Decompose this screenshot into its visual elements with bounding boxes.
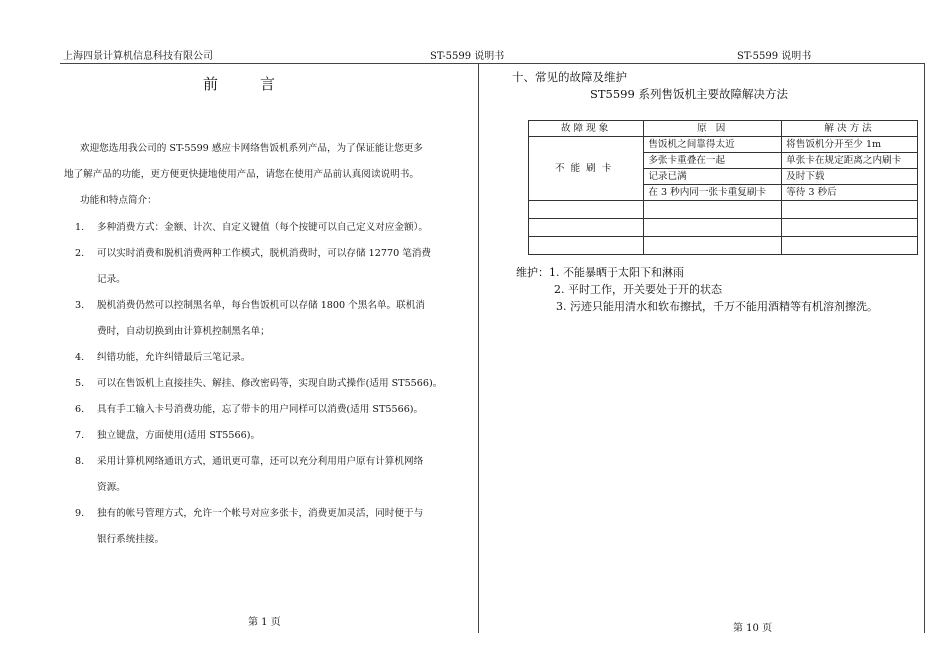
feature-number: 7.: [75, 430, 85, 441]
empty-row: [529, 201, 918, 219]
solution-cell: 等待 3 秒后: [782, 185, 918, 201]
feature-text-line: 多种消费方式：金额、计次、自定义键值（每个按键可以自己定义对应金额）。: [97, 222, 428, 233]
feature-text-line: 具有手工输入卡号消费功能，忘了带卡的用户同样可以消费(适用 ST5566)。: [97, 404, 424, 415]
fault-table: [528, 120, 918, 255]
feature-text-line: 费时，自动切换到由计算机控制黑名单；: [97, 326, 270, 337]
header-symptom: 故障现象: [529, 121, 644, 137]
page-number-right: 第 10 页: [733, 623, 773, 634]
cause-cell: 记录已满: [644, 169, 782, 185]
table-row: [529, 137, 918, 153]
table-title: ST5599 系列售饭机主要故障解决方法: [590, 87, 788, 101]
table-header-row: [529, 121, 918, 137]
feature-text-line: 资源。: [97, 482, 126, 493]
intro-line: 欢迎您选用我公司的 ST-5599 感应卡网络售饭机系列产品，为了保证能让您更多: [80, 143, 423, 154]
header-rule-left: [60, 63, 478, 64]
feature-number: 2.: [75, 248, 85, 259]
feature-text-line: 可以在售饭机上直接挂失、解挂、修改密码等，实现自助式操作(适用 ST5566)。: [97, 378, 443, 389]
feature-number: 5.: [75, 378, 85, 389]
cause-cell: 售饭机之间靠得太近: [644, 137, 782, 153]
cause-cell: 多张卡重叠在一起: [644, 153, 782, 169]
feature-text: [97, 449, 469, 501]
header-doc-left: ST-5599 说明书: [430, 51, 505, 62]
title-char-2: 言: [260, 75, 276, 93]
intro-paragraph: [64, 136, 444, 214]
header-solution: 解决方法: [782, 121, 918, 137]
feature-text: [97, 397, 469, 423]
title-char-1: 前: [202, 75, 218, 93]
empty-row: [529, 219, 918, 237]
feature-text: [97, 371, 469, 397]
section-title: 十、常见的故障及维护: [512, 70, 627, 84]
page-title-foreword: [0, 73, 478, 94]
feature-text-line: 独立键盘，方面使用(适用 ST5566)。: [97, 430, 261, 441]
feature-text: [97, 501, 469, 553]
header-rule-right: [478, 63, 924, 64]
solution-cell: 单张卡在规定距离之内刷卡: [782, 153, 918, 169]
intro-line: 地了解产品的功能，更方便更快捷地使用产品，请您在使用产品前认真阅读说明书。: [64, 169, 419, 180]
feature-text-line: 独有的帐号管理方式，允许一个帐号对应多张卡，消费更加灵活，同时便于与: [97, 508, 424, 519]
feature-text: [97, 345, 469, 371]
feature-text-line: 采用计算机网络通讯方式，通讯更可靠，还可以充分利用用户原有计算机网络: [97, 456, 424, 467]
solution-cell: 及时下载: [782, 169, 918, 185]
symptom-cell: 不能刷卡: [529, 137, 644, 201]
right-page-border: [924, 63, 925, 633]
feature-number: 8.: [75, 456, 85, 467]
feature-text: [97, 241, 469, 293]
solution-cell: 将售饭机分开至少 1m: [782, 137, 918, 153]
maintenance-line-3: 3. 污迹只能用清水和软布擦拭，千万不能用酒精等有机溶剂擦洗。: [556, 300, 878, 313]
feature-text: [97, 423, 469, 449]
feature-text: [97, 215, 469, 241]
features-heading: 功能和特点简介：: [80, 195, 157, 206]
feature-text: [97, 293, 469, 345]
feature-text-line: 纠错功能，允许纠错最后三笔记录。: [97, 352, 251, 363]
header-cause: 原 因: [644, 121, 782, 137]
feature-text-line: 可以实时消费和脱机消费两种工作模式，脱机消费时，可以存储 12770 笔消费: [97, 248, 432, 259]
header-company: 上海四景计算机信息科技有限公司: [63, 51, 213, 62]
feature-number: 6.: [75, 404, 85, 415]
empty-row: [529, 237, 918, 255]
feature-number: 9.: [75, 508, 85, 519]
feature-number: 4.: [75, 352, 85, 363]
feature-text-line: 脱机消费仍然可以控制黑名单，每台售饭机可以存储 1800 个黑名单。联机消: [97, 300, 425, 311]
feature-text-line: 记录。: [97, 274, 126, 285]
feature-text-line: 银行系统挂接。: [97, 534, 165, 545]
feature-number: 3.: [75, 300, 85, 311]
page-number-left: 第 1 页: [248, 617, 281, 628]
maintenance-line-1: 维护：1. 不能暴晒于太阳下和淋雨: [516, 266, 684, 279]
maintenance-line-2: 2. 平时工作，开关要处于开的状态: [554, 283, 722, 296]
feature-number: 1.: [75, 222, 85, 233]
cause-cell: 在 3 秒内同一张卡重复刷卡: [644, 185, 782, 201]
page-divider: [478, 63, 479, 633]
header-doc-right: ST-5599 说明书: [737, 51, 812, 62]
